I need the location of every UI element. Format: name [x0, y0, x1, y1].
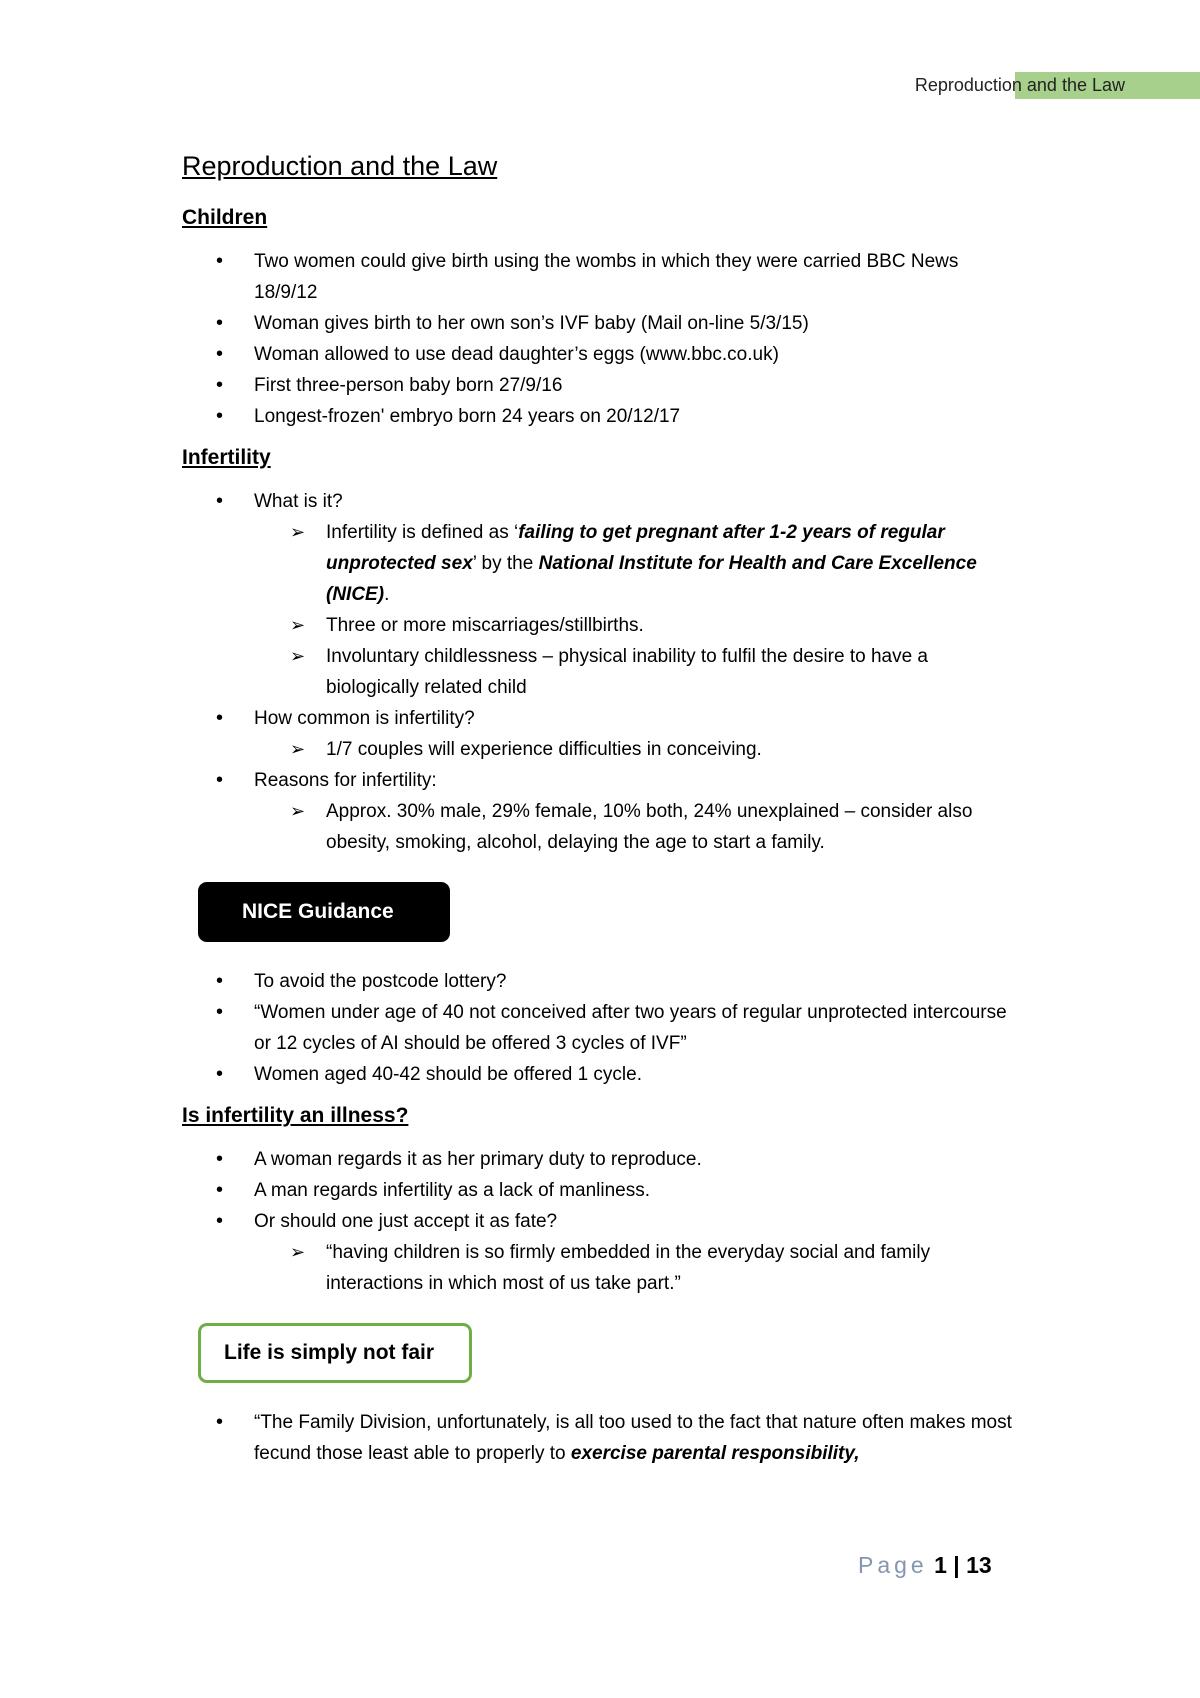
section-nice	[182, 966, 1012, 1090]
quote-emphasis: exercise parental responsibility,	[570, 1443, 860, 1464]
list-item: • “Women under age of 40 not conceived after two years of regular unprotected intercourse or 12 cycles of AI should be offered 3 cycles of IVF”	[182, 997, 1012, 1059]
sublist-item: ➢ 1/7 couples will experience difficulties in conceiving.	[254, 734, 1012, 765]
heading-infertility: Infertility	[182, 446, 271, 469]
children-list	[182, 246, 1012, 432]
life-not-fair-box: Life is simply not fair	[198, 1323, 472, 1383]
list-item: • Two women could give birth using the wombs in which they were carried BBC News 18/9/12	[182, 246, 1012, 308]
list-item	[182, 765, 1012, 858]
definition-prefix: Infertility is defined as ‘	[326, 522, 519, 543]
section-illness	[182, 1102, 1012, 1299]
section-fair	[182, 1407, 1012, 1469]
list-item	[182, 703, 1012, 765]
question-text: What is it?	[254, 491, 343, 512]
list-item: • Women aged 40-42 should be offered 1 cycle.	[182, 1059, 1012, 1090]
definition-suffix: .	[384, 584, 390, 605]
sublist	[254, 1237, 1012, 1299]
quote-text: “The Family Division, unfortunately, is all too used to the fact that nature often makes most fecund those least able to properly to	[254, 1412, 1012, 1464]
question-text: Or should one just accept it as fate?	[254, 1211, 558, 1232]
document-title: Reproduction and the Law	[182, 151, 498, 181]
page-label: Page	[858, 1552, 928, 1578]
sublist	[254, 517, 1012, 703]
list-item: • A man regards infertility as a lack of manliness.	[182, 1175, 1012, 1206]
question-text: How common is infertility?	[254, 708, 475, 729]
list-item: • Woman allowed to use dead daughter’s eggs (www.bbc.co.uk)	[182, 339, 1012, 370]
list-item: • First three-person baby born 27/9/16	[182, 370, 1012, 401]
definition-quote: failing to get pregnant after 1-2 years of regular unprotected sex	[326, 522, 945, 574]
sublist-item: ➢ Involuntary childlessness – physical inability to fulfil the desire to have a biologically related child	[254, 641, 1012, 703]
sublist	[254, 734, 1012, 765]
list-item: • Woman gives birth to her own son’s IVF baby (Mail on-line 5/3/15)	[182, 308, 1012, 339]
section-infertility	[182, 444, 1012, 858]
section-children	[182, 204, 1012, 432]
page-current: 1	[934, 1552, 947, 1578]
definition-org: National Institute for Health and Care Excellence (NICE)	[326, 553, 977, 605]
heading-illness: Is infertility an illness?	[182, 1104, 409, 1127]
illness-list	[182, 1144, 1012, 1299]
page-separator: |	[953, 1552, 960, 1578]
nice-list	[182, 966, 1012, 1090]
list-item	[182, 1407, 1012, 1469]
document-body	[182, 148, 1012, 1481]
list-item	[182, 1206, 1012, 1299]
list-item	[182, 486, 1012, 703]
running-header: Reproduction and the Law	[914, 75, 1125, 95]
list-item: • To avoid the postcode lottery?	[182, 966, 1012, 997]
sublist-item: ➢ “having children is so firmly embedded in the everyday social and family interactions in which most of us take part.”	[254, 1237, 1012, 1299]
sublist-item	[254, 517, 1012, 610]
list-item: • A woman regards it as her primary duty to reproduce.	[182, 1144, 1012, 1175]
definition-mid: ’ by the	[472, 553, 539, 574]
list-item: • Longest-frozen' embryo born 24 years on 20/12/17	[182, 401, 1012, 432]
page-total: 13	[966, 1552, 992, 1578]
question-text: Reasons for infertility:	[254, 770, 437, 791]
sublist-item: ➢ Approx. 30% male, 29% female, 10% both, 24% unexplained – consider also obesity, smoking, alcohol, delaying the age to start a family.	[254, 796, 1012, 858]
fair-list	[182, 1407, 1012, 1469]
infertility-list	[182, 486, 1012, 858]
page-footer	[858, 1552, 992, 1579]
sublist	[254, 796, 1012, 858]
sublist-item: ➢ Three or more miscarriages/stillbirths.	[254, 610, 1012, 641]
heading-children: Children	[182, 206, 268, 229]
nice-guidance-box: NICE Guidance	[198, 882, 450, 942]
